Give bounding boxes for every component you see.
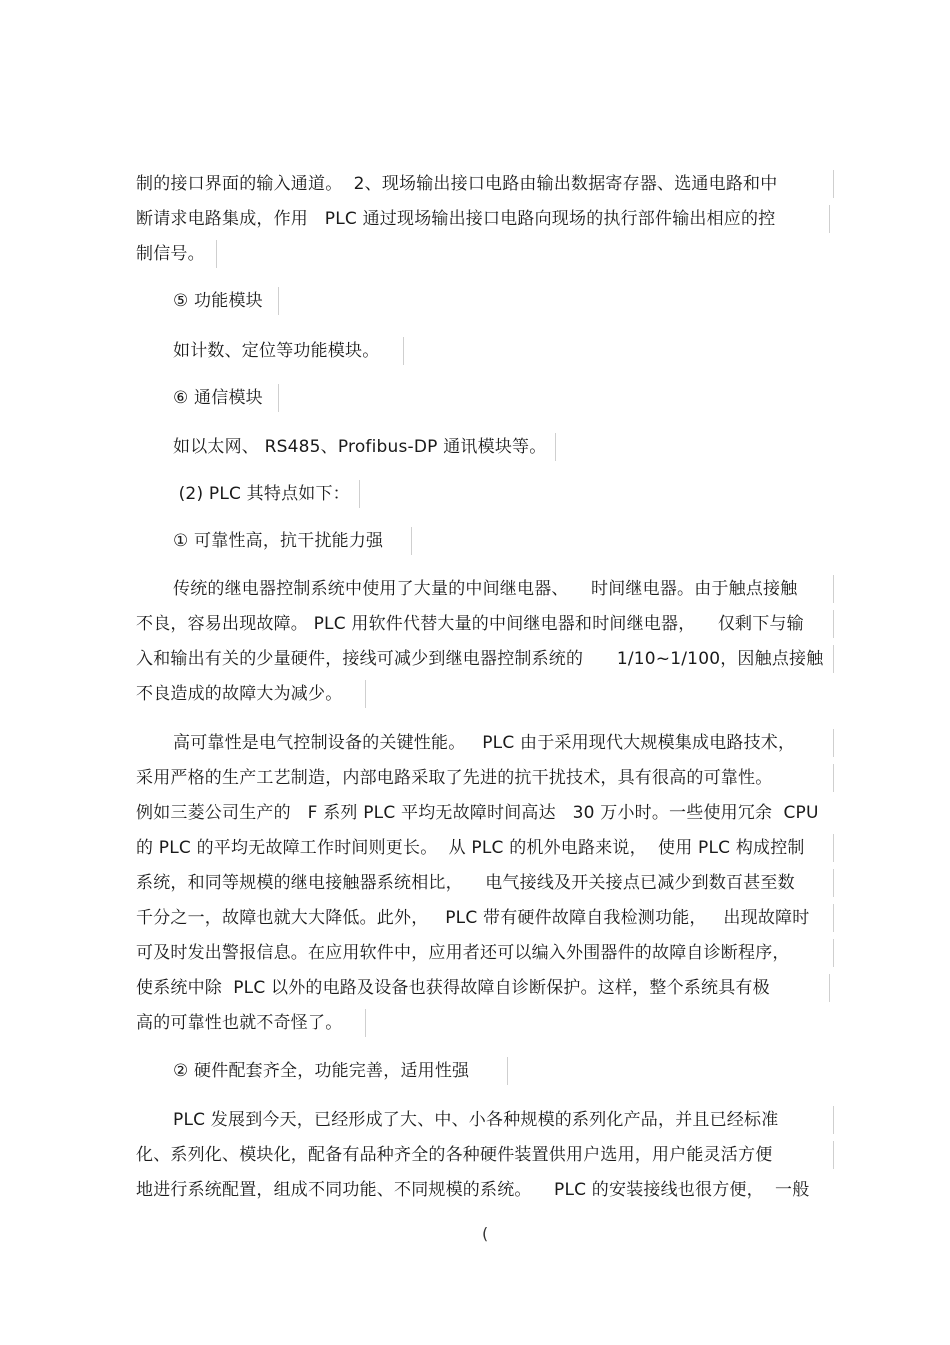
text-line: 不良，容易出现故障。 PLC 用软件代替大量的中间继电器和时间继电器， 仅剩下与输 <box>136 614 804 634</box>
line-rule <box>829 205 830 233</box>
section-heading: ⑤ 功能模块 <box>173 291 263 311</box>
text-line: 的 PLC 的平均无故障工作时间则更长。 从 PLC 的机外电路来说， 使用 PLC 构成控制 <box>136 838 805 858</box>
line-rule <box>278 384 279 412</box>
line-rule <box>833 1141 834 1169</box>
line-rule <box>833 575 834 603</box>
text-line: 地进行系统配置，组成不同功能、不同规模的系统。 PLC 的安装接线也很方便， 一般 <box>136 1180 810 1200</box>
text-line: 制的接口界面的输入通道。 2、现场输出接口电路由输出数据寄存器、选通电路和中 <box>136 174 778 194</box>
text-line: 如计数、定位等功能模块。 <box>173 341 380 361</box>
page-number-mark: ( <box>482 1224 489 1243</box>
section-heading: ② 硬件配套齐全，功能完善，适用性强 <box>173 1061 470 1081</box>
line-rule <box>507 1057 508 1085</box>
text-line: 制信号。 <box>136 244 205 264</box>
line-rule <box>833 1106 834 1134</box>
text-line: 例如三菱公司生产的 F 系列 PLC 平均无故障时间高达 30 万小时。一些使用冗余 CPU <box>136 803 819 823</box>
line-rule <box>833 729 834 757</box>
text-line: 高的可靠性也就不奇怪了。 <box>136 1013 343 1033</box>
text-line: 化、系列化、模块化，配备有品种齐全的各种硬件装置供用户选用，用户能灵活方便 <box>136 1145 773 1165</box>
text-line: 高可靠性是电气控制设备的关键性能。 PLC 由于采用现代大规模集成电路技术， <box>173 733 796 753</box>
text-line: PLC 发展到今天，已经形成了大、中、小各种规模的系列化产品，并且已经标准 <box>173 1110 779 1130</box>
line-rule <box>359 480 360 508</box>
section-heading: ① 可靠性高，抗干扰能力强 <box>173 531 384 551</box>
line-rule <box>833 610 834 638</box>
text-line: 使系统中除 PLC 以外的电路及设备也获得故障自诊断保护。这样，整个系统具有极 <box>136 978 770 998</box>
line-rule <box>365 680 366 708</box>
line-rule <box>833 834 834 862</box>
section-heading: (2) PLC 其特点如下： <box>173 484 350 504</box>
line-rule <box>833 170 834 198</box>
text-line: 系统，和同等规模的继电接触器系统相比， 电气接线及开关接点已减少到数百甚至数 <box>136 873 795 893</box>
line-rule <box>833 764 834 792</box>
line-rule <box>411 527 412 555</box>
text-line: 采用严格的生产工艺制造，内部电路采取了先进的抗干扰技术，具有很高的可靠性。 <box>136 768 773 788</box>
line-rule <box>365 1009 366 1037</box>
line-rule <box>278 287 279 315</box>
text-line: 如以太网、 RS485、Profibus-DP 通讯模块等。 <box>173 437 547 457</box>
line-rule <box>216 240 217 268</box>
text-line: 入和输出有关的少量硬件，接线可减少到继电器控制系统的 1/10~1/100，因触点接触 <box>136 649 824 669</box>
text-line: 不良造成的故障大为减少。 <box>136 684 343 704</box>
line-rule <box>833 939 834 967</box>
text-line: 可及时发出警报信息。在应用软件中，应用者还可以编入外围器件的故障自诊断程序， <box>136 943 790 963</box>
section-heading: ⑥ 通信模块 <box>173 388 263 408</box>
text-line: 千分之一，故障也就大大降低。此外， PLC 带有硬件故障自我检测功能， 出现故障时 <box>136 908 810 928</box>
line-rule <box>833 869 834 897</box>
line-rule <box>403 337 404 365</box>
line-rule <box>555 433 556 461</box>
line-rule <box>833 904 834 932</box>
line-rule <box>833 645 834 673</box>
text-line: 传统的继电器控制系统中使用了大量的中间继电器、 时间继电器。由于触点接触 <box>173 579 798 599</box>
line-rule <box>829 974 830 1002</box>
text-line: 断请求电路集成，作用 PLC 通过现场输出接口电路向现场的执行部件输出相应的控 <box>136 209 776 229</box>
